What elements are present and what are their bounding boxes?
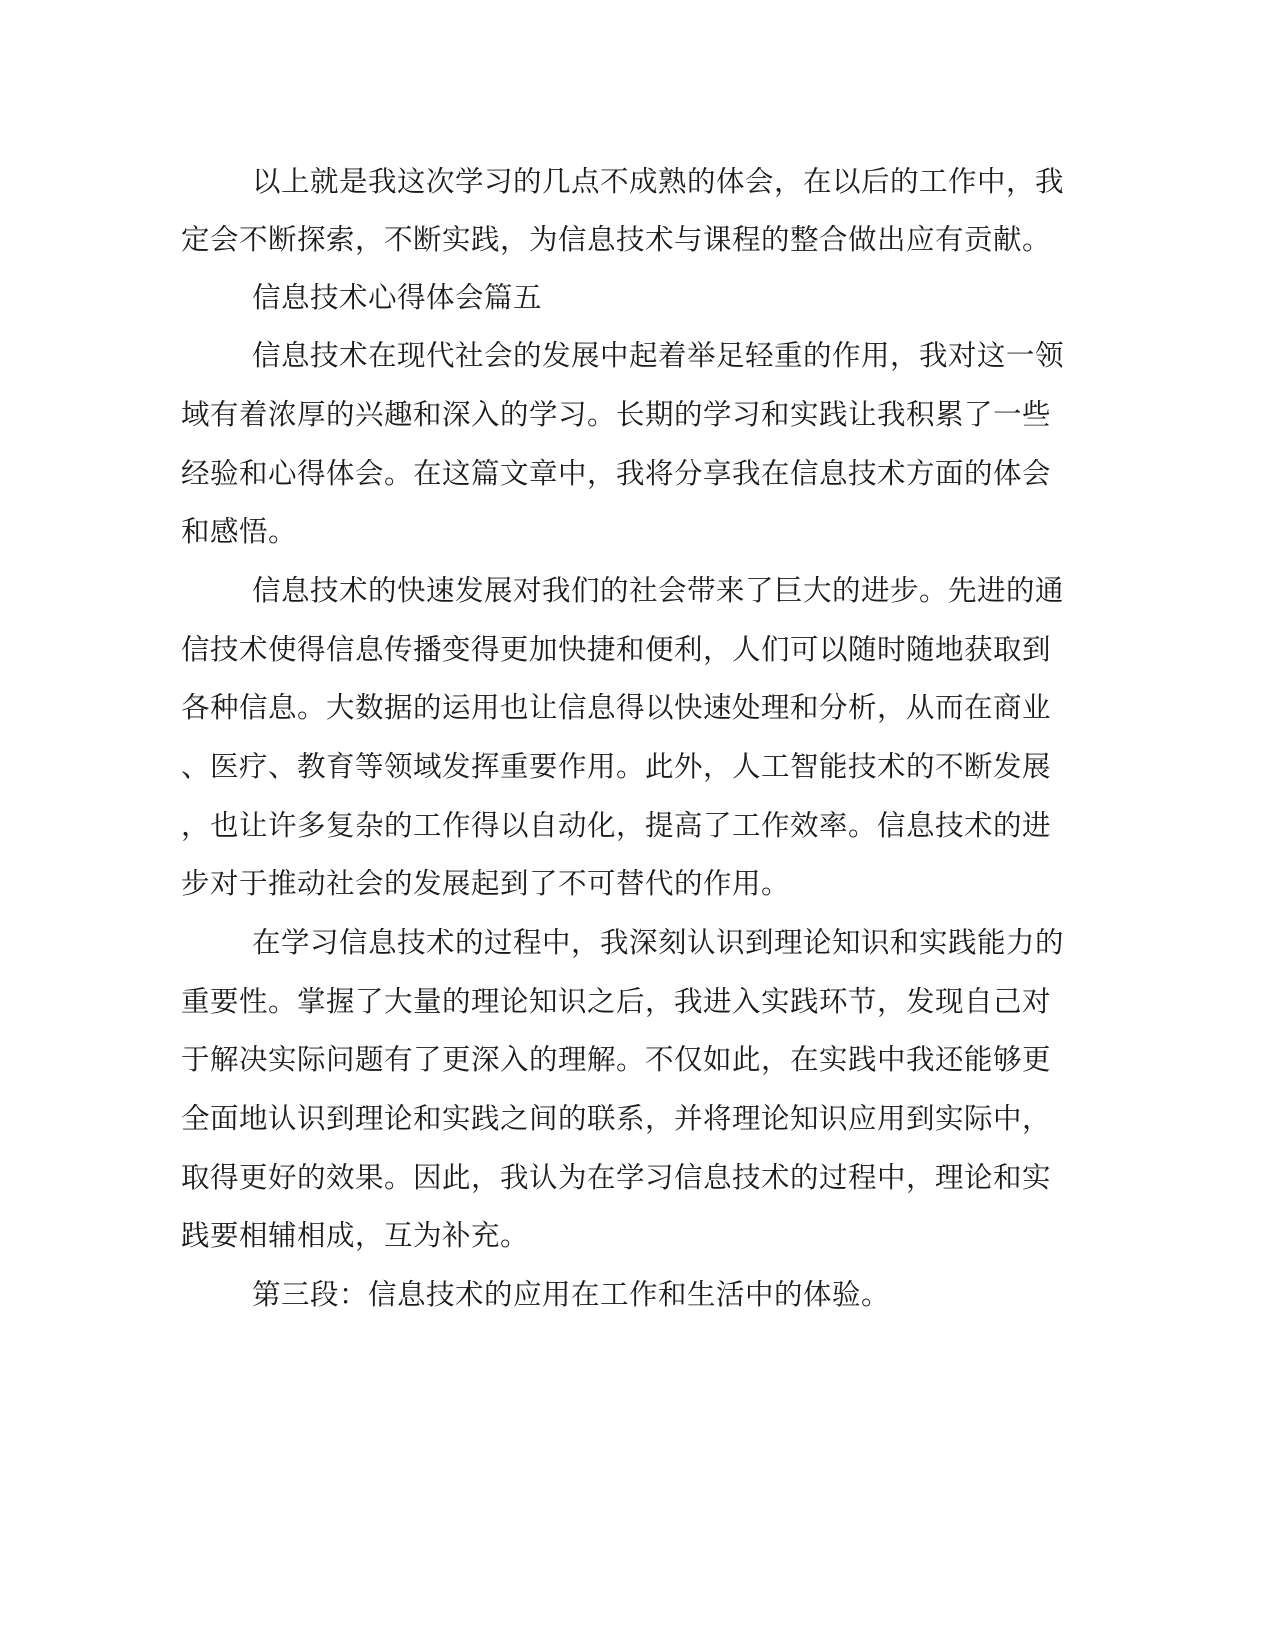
- text-line: 取得更好的效果。因此，我认为在学习信息技术的过程中，理论和实: [181, 1161, 1052, 1194]
- text-line: 域有着浓厚的兴趣和深入的学习。长期的学习和实践让我积累了一些: [181, 398, 1052, 431]
- text-line: 践要相辅相成，互为补充。: [181, 1219, 530, 1252]
- text-line: 信息技术的快速发展对我们的社会带来了巨大的进步。先进的通: [252, 574, 1065, 607]
- text-line: 定会不断探索，不断实践，为信息技术与课程的整合做出应有贡献。: [181, 223, 1052, 256]
- text-line: 于解决实际问题有了更深入的理解。不仅如此，在实践中我还能够更: [181, 1043, 1052, 1076]
- section-heading: 信息技术心得体会篇五: [252, 281, 543, 314]
- text-line: 以上就是我这次学习的几点不成熟的体会，在以后的工作中，我: [252, 165, 1065, 198]
- text-line: 步对于推动社会的发展起到了不可替代的作用。: [181, 867, 791, 900]
- text-line: 经验和心得体会。在这篇文章中，我将分享我在信息技术方面的体会: [181, 457, 1052, 490]
- section-heading: 第三段：信息技术的应用在工作和生活中的体验。: [252, 1278, 891, 1311]
- text-line: 重要性。掌握了大量的理论知识之后，我进入实践环节，发现自己对: [181, 985, 1052, 1018]
- text-line: 各种信息。大数据的运用也让信息得以快速处理和分析，从而在商业: [181, 691, 1052, 724]
- text-line: ，也让许多复杂的工作得以自动化，提高了工作效率。信息技术的进: [181, 809, 1052, 842]
- text-line: 、医疗、教育等领域发挥重要作用。此外，人工智能技术的不断发展: [181, 750, 1052, 783]
- text-line: 全面地认识到理论和实践之间的联系，并将理论知识应用到实际中，: [181, 1102, 1052, 1135]
- text-line: 和感悟。: [181, 515, 298, 548]
- text-line: 信技术使得信息传播变得更加快捷和便利，人们可以随时随地获取到: [181, 633, 1052, 666]
- text-line: 在学习信息技术的过程中，我深刻认识到理论知识和实践能力的: [252, 926, 1065, 959]
- text-line: 信息技术在现代社会的发展中起着举足轻重的作用，我对这一领: [252, 339, 1065, 372]
